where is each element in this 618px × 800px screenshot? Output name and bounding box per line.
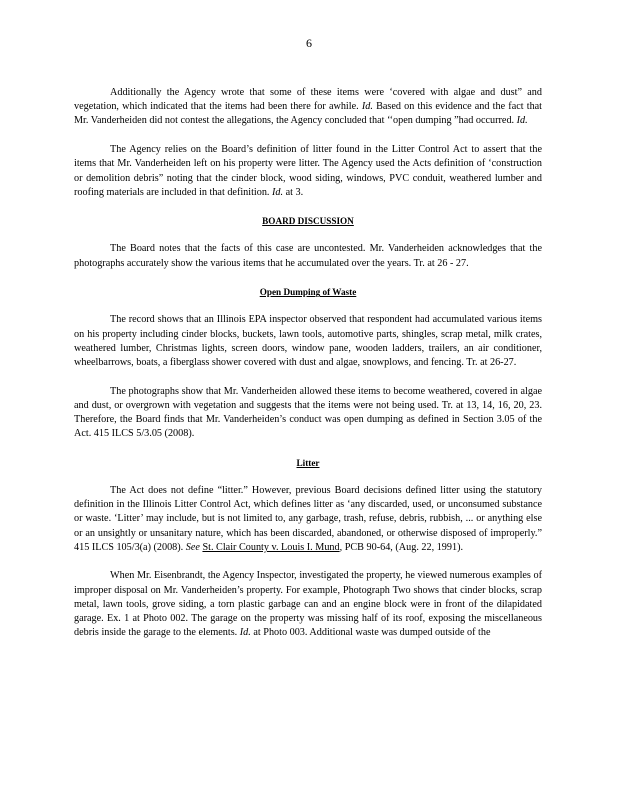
paragraph-litter-definition: The Agency relies on the Board’s definition of litter found in the Litter Control Act to assert that the items that Mr. Vanderheiden left on his property were litter. The Agency used the Acts definition of ‘construction or demolition debris” noting that the cinder block, wood siding, windows, PVC conduit, weathered lumber and roofing materials are included in that definition. Id. at 3.	[74, 144, 542, 198]
case-citation: St. Clair County v. Louis I. Mund	[202, 541, 340, 553]
heading-open-dumping: Open Dumping of Waste	[259, 287, 357, 298]
heading-board-discussion: BOARD DISCUSSION	[262, 216, 354, 227]
paragraph-algae-dust: Additionally the Agency wrote that some of these items were ‘covered with algae and dust” and vegetation, which indicated that the items had been there for awhile. Id. Based on this evidence and the fact that Mr. Vanderheiden did not contest the allegations, the Agency concluded that ‘‘open dumping ”had occurred. Id.	[74, 87, 543, 127]
paragraph-record-shows: The record shows that an Illinois EPA inspector observed that respondent had accumulated various items on his property including cinder blocks, buckets, lawn tools, automotive parts, shingles, scrap metal, milk crates, weathered lumber, Christmas lights, screen doors, window pane, wooden ladders, trailers, an air conditioner, wheelbarrows, boats, a fiberglass shower covered with dust and algae, snowplows, and fencing. Tr. at 26-27.	[74, 314, 542, 368]
heading-litter: Litter	[296, 457, 320, 468]
paragraph-act-litter: The Act does not define “litter.” However, previous Board decisions defined litter using the statutory definition in the Illinois Litter Control Act, which defines litter as ‘any discarded, used, or unconsumed substance or waste. ‘Litter’ may include, but is not limited to, any garbage, trash, refuse, debris, rubbish, ... or anything else or an unsightly or unsanitary nature, which has been discarded, abandoned, or otherwise disposed of improperly.” 415 ILCS 105/3(a) (2008). See St. Clair County v. Louis I. Mund, PCB 90-64, (Aug. 22, 1991).	[74, 484, 542, 553]
paragraph-uncontested: The Board notes that the facts of this case are uncontested. Mr. Vanderheiden acknowledges that the photographs accurately show the various items that he accumulated over the years. Tr. at 26 - 27.	[74, 243, 542, 269]
paragraph-photographs: The photographs show that Mr. Vanderheiden allowed these items to become weathered, covered in algae and dust, or overgrown with vegetation and suggests that the items were not being used. Tr. at 13, 14, 16, 20, 23. Therefore, the Board finds that Mr. Vanderheiden’s conduct was open dumping as defined in Section 3.05 of the Act. 415 ILCS 5/3.05 (2008).	[74, 385, 542, 440]
paragraph-inspector: When Mr. Eisenbrandt, the Agency Inspector, investigated the property, he viewed numerous examples of improper disposal on Mr. Vanderheiden’s property. For example, Photograph Two shows that cinder blocks, scrap metal, lawn tools, grove siding, a torn plastic garbage can and an engine block were in front of the dilapidated garage. Ex. 1 at Photo 002. The garage on the property was missing half of its roof, exposing the miscellaneous debris inside the garage to the elements. Id. at Photo 003. Additional waste was dumped outside of the	[74, 570, 542, 639]
document-body	[74, 86, 542, 655]
page-number: 6	[306, 36, 312, 50]
